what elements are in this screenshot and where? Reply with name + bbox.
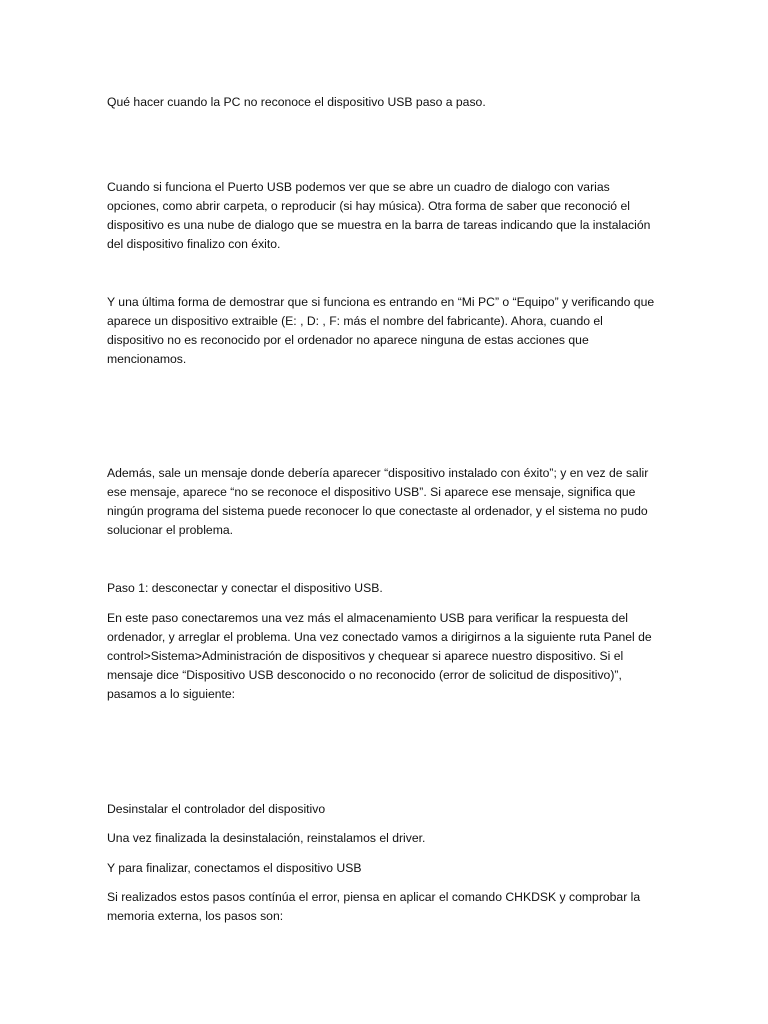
- paragraph-error-message: Además, sale un mensaje donde debería aparecer “dispositivo instalado con éxito”; y en vez de salir ese mensaje, aparece “no se reconoce el dispositivo USB”. Si aparece ese mensaje, significa que ningún programa del sistema puede reconocer lo que conectaste al ordenador, y el sistema no pudo solucionar el problema.: [107, 466, 649, 537]
- document-title: Qué hacer cuando la PC no reconoce el dispositivo USB paso a paso.: [107, 95, 486, 109]
- step-1-heading: Paso 1: desconectar y conectar el dispositivo USB.: [107, 581, 383, 595]
- paragraph-reinstall-driver: Una vez finalizada la desinstalación, reinstalamos el driver.: [107, 831, 426, 845]
- paragraph-chkdsk: Si realizados estos pasos contínúa el error, piensa en aplicar el comando CHKDSK y comprobar la memoria externa, los pasos son:: [107, 890, 641, 923]
- paragraph-step-1: En este paso conectaremos una vez más el almacenamiento USB para verificar la respuesta del ordenador, y arreglar el problema. Una vez conectado vamos a dirigirnos a la siguiente ruta Panel de control>Sistema>Administración de dispositivos y chequear si aparece nuestro dispositivo. Si el mensaje dice “Dispositivo USB desconocido o no reconocido (error de solicitud de dispositivo)”, pasamos a lo siguiente:: [107, 611, 652, 701]
- paragraph-uninstall-driver: Desinstalar el controlador del dispositivo: [107, 802, 326, 816]
- paragraph-usb-works: Cuando si funciona el Puerto USB podemos ver que se abre un cuadro de dialogo con varias opciones, como abrir carpeta, o reproducir (si hay música). Otra forma de saber que reconoció el dispositivo es una nube de dialogo que se muestra en la barra de tareas indicando que la instalación del dispositivo finalizo con éxito.: [107, 180, 651, 251]
- paragraph-mi-pc: Y una última forma de demostrar que si funciona es entrando en “Mi PC” o “Equipo” y verificando que aparece un dispositivo extraible (E: , D: , F: más el nombre del fabricante). Ahora, cuando el dispositivo no es reconocido por el ordenador no aparece ninguna de estas acciones que mencionamos.: [107, 295, 655, 366]
- paragraph-connect-usb: Y para finalizar, conectamos el dispositivo USB: [107, 861, 362, 875]
